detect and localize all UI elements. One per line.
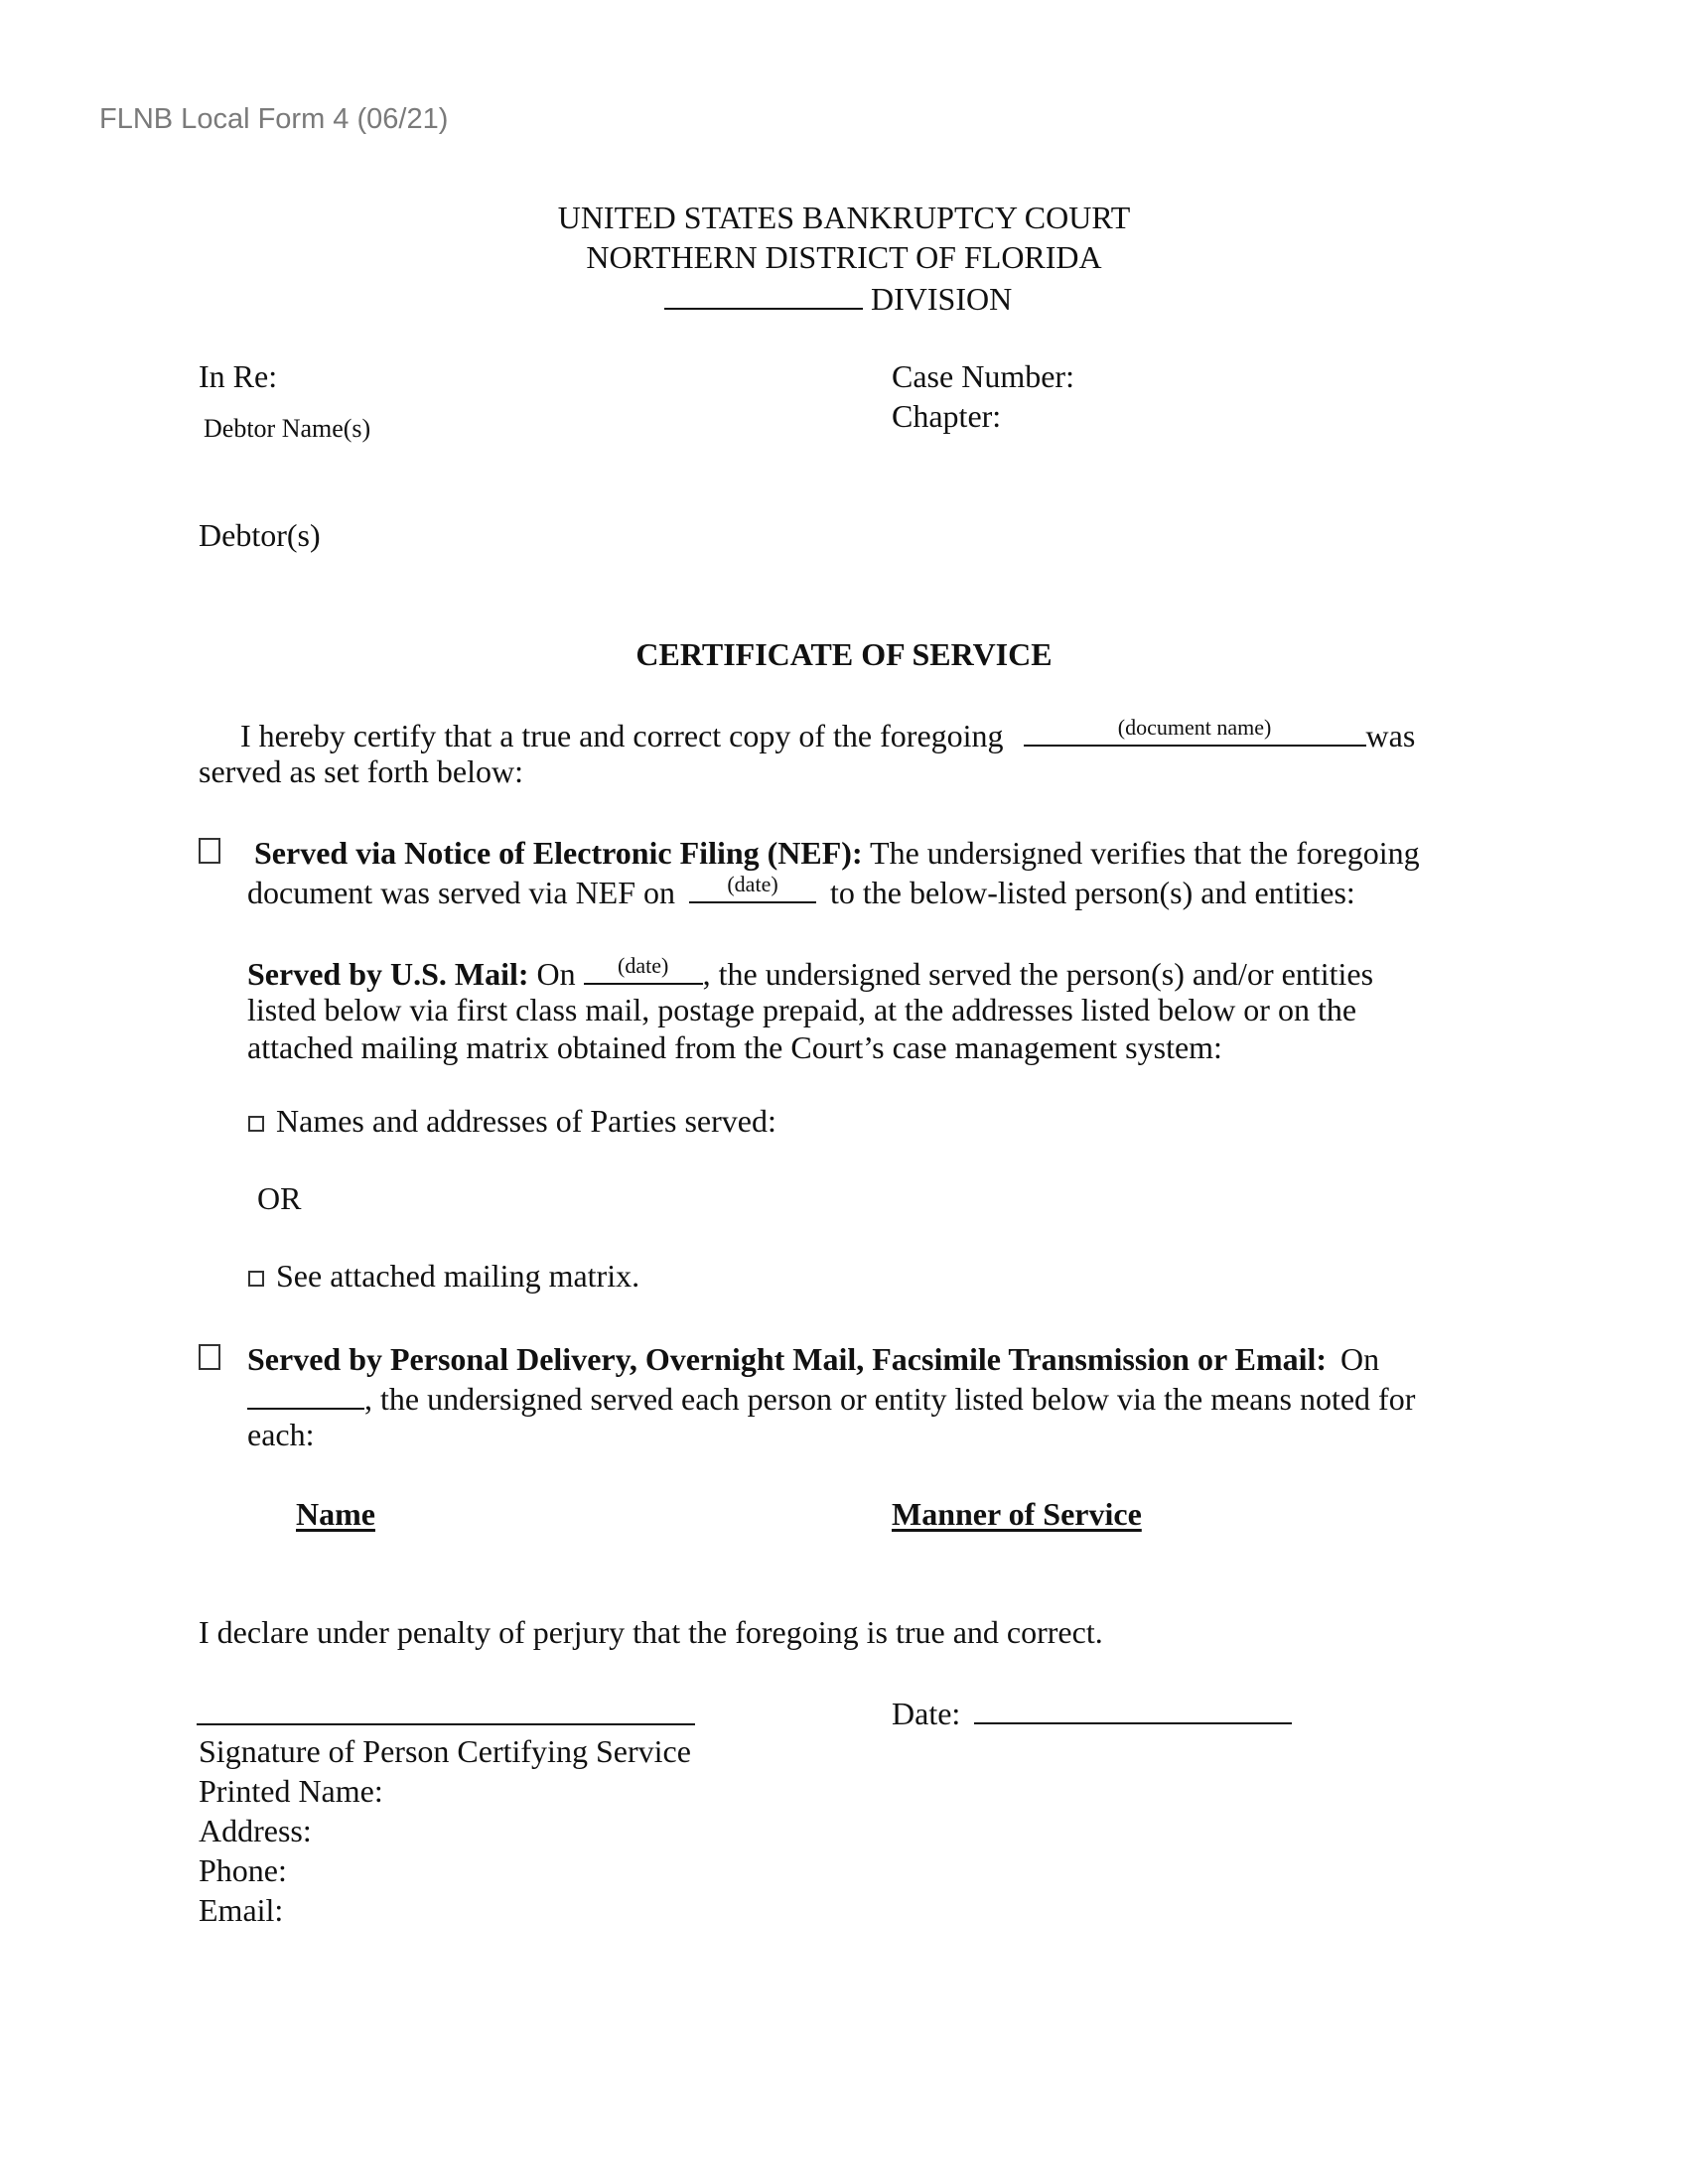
- court-district: NORTHERN DISTRICT OF FLORIDA: [586, 239, 1102, 275]
- chapter-label: Chapter:: [892, 398, 1002, 434]
- intro-text: I hereby certify that a true and correct copy of the foregoing: [240, 718, 1004, 753]
- mail-heading: Served by U.S. Mail:: [247, 956, 529, 992]
- case-number-label: Case Number:: [892, 358, 1074, 394]
- nef-text-3: to the below-listed person(s) and entities:: [830, 875, 1355, 910]
- form-id: FLNB Local Form 4 (06/21): [99, 103, 449, 135]
- mail-or: OR: [257, 1180, 302, 1216]
- declaration: I declare under penalty of perjury that the foregoing is true and correct.: [199, 1614, 1103, 1650]
- checkbox-icon[interactable]: [248, 1116, 264, 1132]
- nef-date-hint: (date): [727, 872, 778, 896]
- mail-text-1: , the undersigned served the person(s) and/or entities: [702, 956, 1374, 992]
- nef-text-1: The undersigned verifies that the foregoing: [870, 835, 1420, 871]
- checkbox-icon: [199, 838, 220, 864]
- personal-checkbox[interactable]: [199, 1344, 220, 1375]
- email-label: Email:: [199, 1892, 284, 1928]
- address-label: Address:: [199, 1813, 312, 1848]
- phone-label: Phone:: [199, 1852, 287, 1888]
- mail-option-matrix: [248, 1257, 639, 1295]
- intro-line-1: [240, 715, 1415, 754]
- court-name: UNITED STATES BANKRUPTCY COURT: [557, 200, 1131, 235]
- checkbox-icon[interactable]: [248, 1271, 264, 1287]
- intro-was: was: [1365, 718, 1416, 753]
- personal-text-2: , the undersigned served each person or entity listed below via the means noted for: [364, 1381, 1416, 1417]
- signature-line[interactable]: [197, 1723, 695, 1725]
- mail-line-2: listed below via first class mail, postage prepaid, at the addresses listed below or on the: [247, 992, 1357, 1027]
- division-label: DIVISION: [871, 281, 1013, 317]
- division-line: [664, 278, 1012, 318]
- document-title: CERTIFICATE OF SERVICE: [635, 636, 1053, 672]
- division-blank[interactable]: [664, 278, 863, 310]
- date-field: [892, 1693, 1292, 1732]
- mail-line-1: [247, 953, 1373, 993]
- debtor-names-label: Debtor Name(s): [204, 414, 371, 443]
- personal-line-3: each:: [247, 1417, 315, 1452]
- debtors-label: Debtor(s): [199, 517, 321, 553]
- personal-date-blank[interactable]: [247, 1378, 364, 1410]
- signature-label: Signature of Person Certifying Service: [199, 1733, 691, 1769]
- mail-option-names: [248, 1102, 776, 1140]
- checkbox-icon: [199, 1344, 220, 1370]
- intro-line-2: served as set forth below:: [199, 753, 524, 789]
- date-blank[interactable]: [974, 1693, 1292, 1724]
- mail-option-names-label: Names and addresses of Parties served:: [276, 1103, 776, 1139]
- mail-option-matrix-label: See attached mailing matrix.: [276, 1258, 640, 1294]
- document-name-blank[interactable]: [1024, 715, 1366, 747]
- name-column-header: Name: [296, 1496, 375, 1532]
- date-label: Date:: [892, 1696, 961, 1731]
- printed-name-label: Printed Name:: [199, 1773, 383, 1809]
- mail-on: On: [536, 956, 576, 992]
- nef-checkbox[interactable]: [199, 838, 220, 869]
- personal-heading: Served by Personal Delivery, Overnight Mail, Facsimile Transmission or Email:: [247, 1341, 1328, 1377]
- mail-line-3: attached mailing matrix obtained from the Court’s case management system:: [247, 1029, 1222, 1065]
- personal-on: On: [1340, 1341, 1380, 1377]
- nef-line-2: [247, 872, 1355, 911]
- document-name-hint: (document name): [1117, 715, 1272, 740]
- personal-line-2: [247, 1378, 1415, 1418]
- personal-line-1: [247, 1340, 1379, 1378]
- nef-date-blank[interactable]: [689, 872, 816, 903]
- nef-heading: Served via Notice of Electronic Filing (NEF):: [254, 835, 863, 871]
- mail-date-blank[interactable]: [584, 953, 703, 985]
- mail-date-hint: (date): [618, 953, 669, 978]
- nef-text-2: document was served via NEF on: [247, 875, 676, 910]
- manner-column-header: Manner of Service: [892, 1496, 1142, 1532]
- in-re-label: In Re:: [199, 358, 278, 394]
- nef-line-1: [254, 834, 1420, 872]
